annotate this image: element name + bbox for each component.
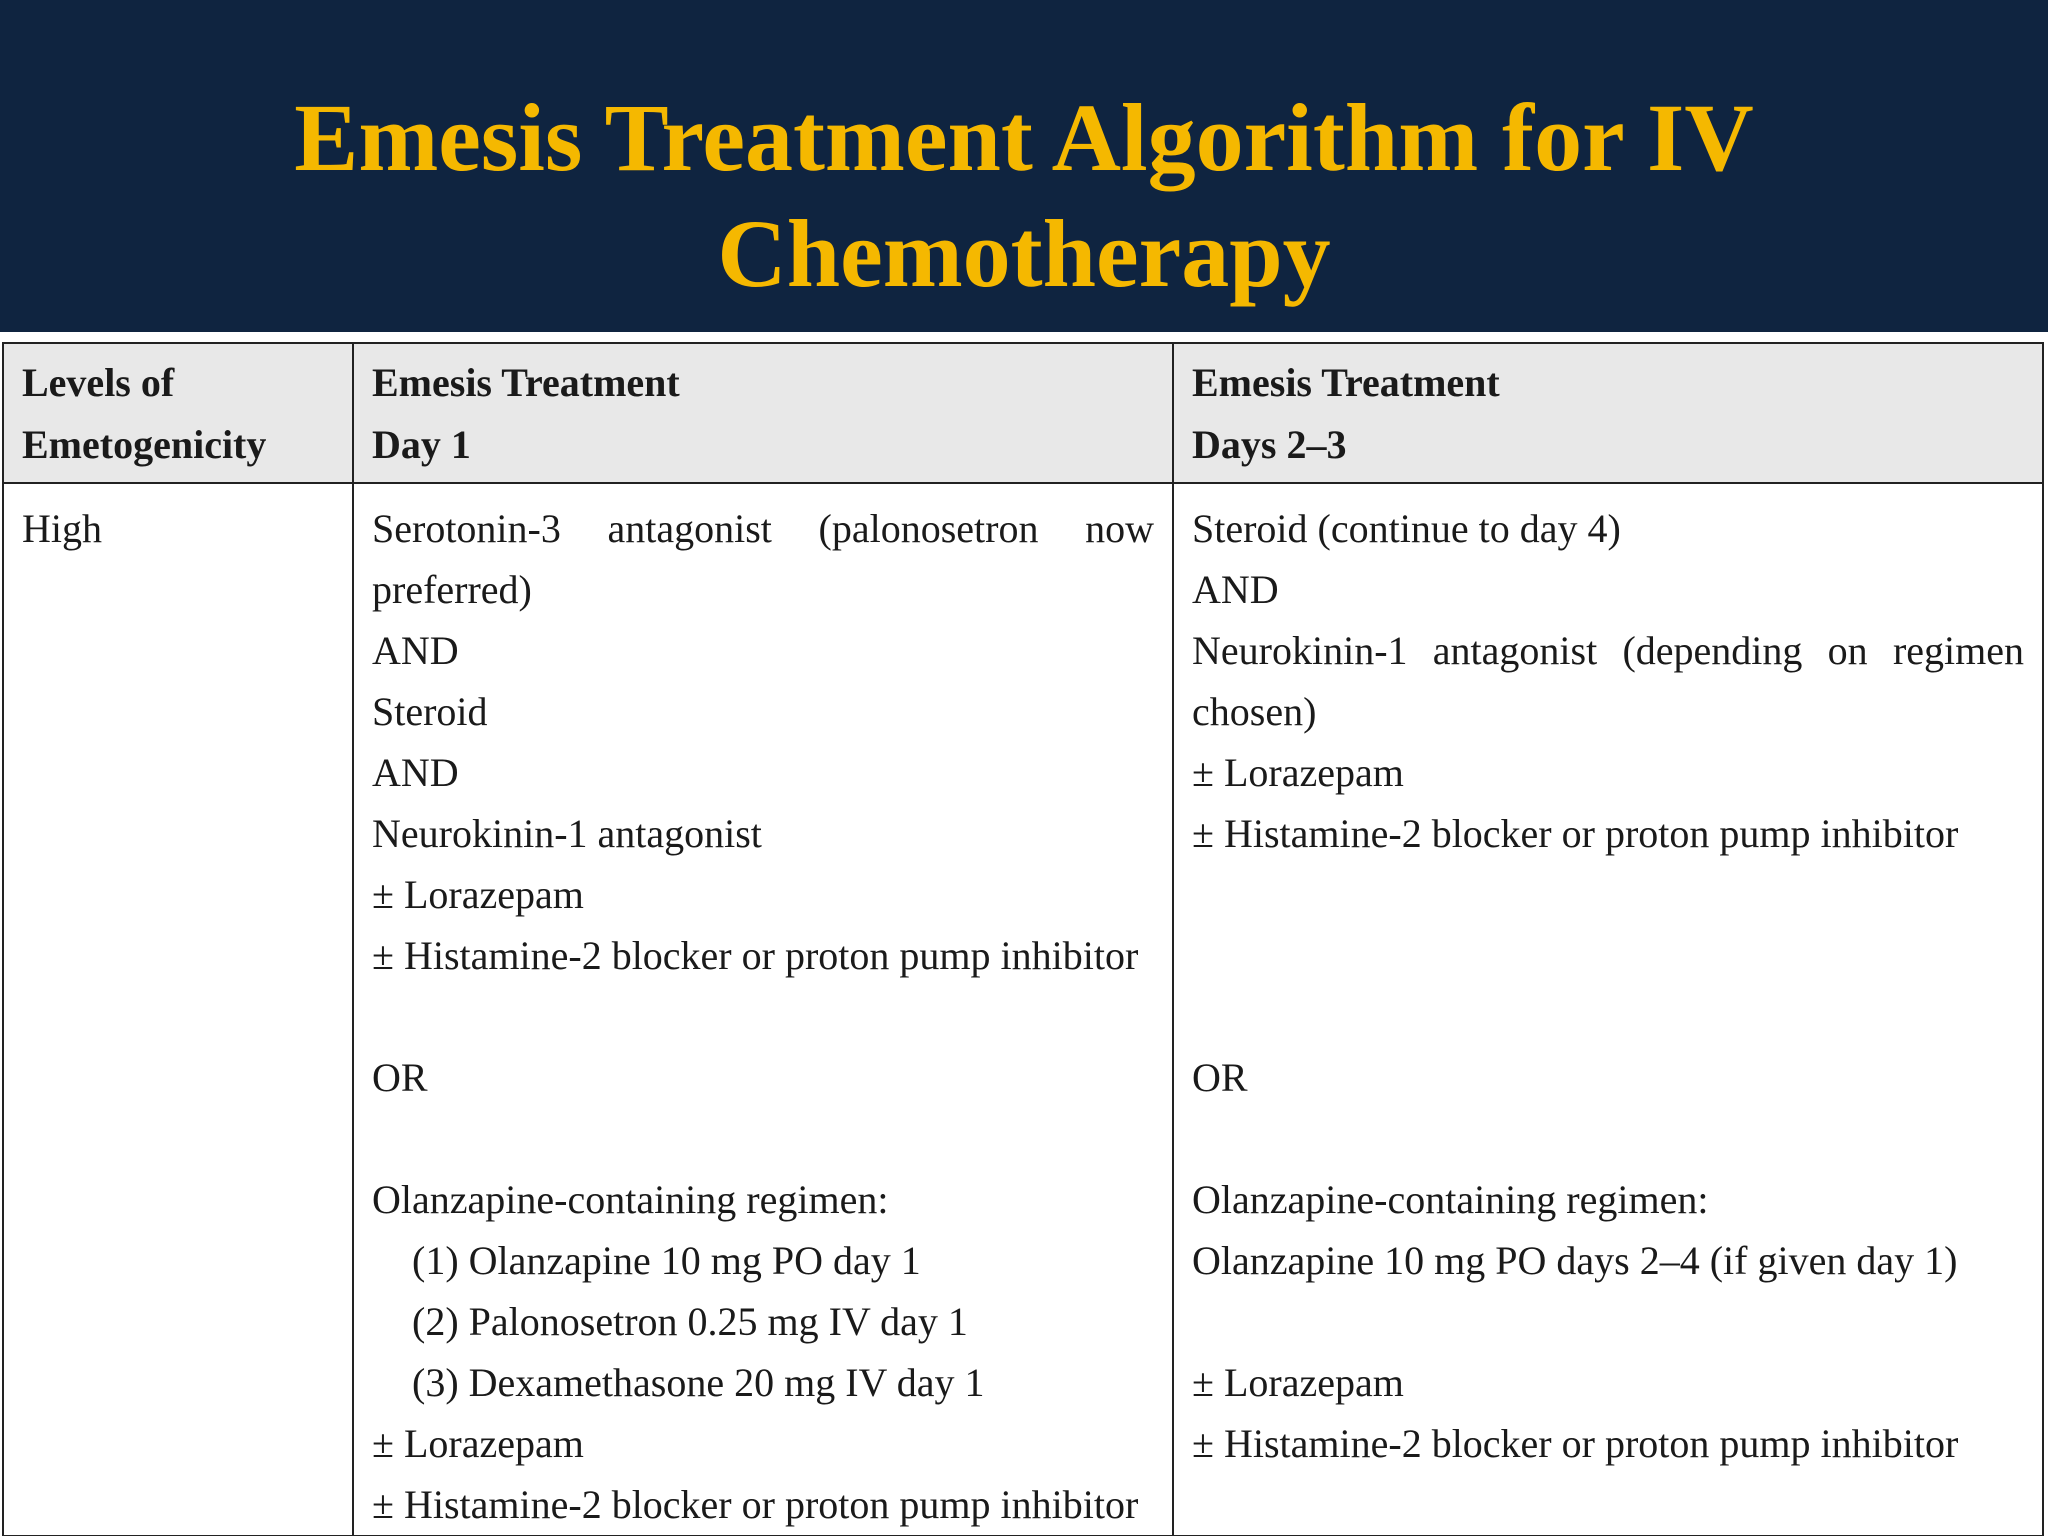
title-banner	[0, 0, 2048, 332]
spacer	[1192, 1108, 2024, 1169]
day1-olanzapine-heading: Olanzapine-containing regimen:	[372, 1177, 889, 1222]
days23-h2-blocker-1: ± Histamine-2 blocker or proton pump inhibitor	[1192, 811, 1959, 856]
day1-olanzapine-item-2: (2) Palonosetron 0.25 mg IV day 1	[412, 1299, 968, 1344]
emesis-treatment-table	[2, 342, 2044, 1536]
days23-lorazepam-1: ± Lorazepam	[1192, 750, 1404, 795]
days23-or: OR	[1192, 1055, 1248, 1100]
day1-olanzapine-item-1: (1) Olanzapine 10 mg PO day 1	[412, 1238, 921, 1283]
spacer	[1192, 1291, 2024, 1352]
slide-title-line-2: Chemotherapy	[717, 200, 1331, 307]
spacer	[1192, 864, 2024, 925]
level-cell	[3, 483, 353, 1536]
day1-lorazepam-2: ± Lorazepam	[372, 1421, 584, 1466]
day1-nk1: Neurokinin-1 antagonist	[372, 811, 762, 856]
day1-lorazepam-1: ± Lorazepam	[372, 872, 584, 917]
header-treatment-day-1: Emesis Treatment Day 1	[353, 343, 1173, 483]
day1-cell	[353, 483, 1173, 1536]
days23-olanzapine-heading: Olanzapine-containing regimen:	[1192, 1177, 1709, 1222]
day1-or: OR	[372, 1055, 428, 1100]
spacer	[1192, 925, 2024, 986]
table-header-row	[3, 343, 2043, 483]
slide-title	[0, 80, 2048, 312]
level-label: High	[22, 506, 102, 551]
day1-serotonin: Serotonin-3 antagonist (palonosetron now preferred)	[372, 506, 1154, 612]
day1-and-2: AND	[372, 750, 459, 795]
days23-olanzapine-dose: Olanzapine 10 mg PO days 2–4 (if given day 1)	[1192, 1238, 1958, 1283]
header-treatment-days-2-3: Emesis Treatment Days 2–3	[1173, 343, 2043, 483]
days23-lorazepam-2: ± Lorazepam	[1192, 1360, 1404, 1405]
days23-and-1: AND	[1192, 567, 1279, 612]
spacer	[372, 986, 1154, 1047]
spacer	[1192, 986, 2024, 1047]
spacer	[372, 1108, 1154, 1169]
days23-h2-blocker-2: ± Histamine-2 blocker or proton pump inhibitor	[1192, 1421, 1959, 1466]
day1-h2-blocker-2: ± Histamine-2 blocker or proton pump inhibitor	[372, 1482, 1139, 1527]
day1-and-1: AND	[372, 628, 459, 673]
days23-nk1: Neurokinin-1 antagonist (depending on regimen chosen)	[1192, 628, 2024, 734]
slide-title-line-1: Emesis Treatment Algorithm for IV	[294, 84, 1754, 191]
days23-steroid: Steroid (continue to day 4)	[1192, 506, 1621, 551]
day1-steroid: Steroid	[372, 689, 488, 734]
day1-olanzapine-item-3: (3) Dexamethasone 20 mg IV day 1	[412, 1360, 985, 1405]
days23-cell	[1173, 483, 2043, 1536]
header-levels-of-emetogenicity: Levels of Emetogenicity	[3, 343, 353, 483]
table-row	[3, 483, 2043, 1536]
day1-h2-blocker-1: ± Histamine-2 blocker or proton pump inhibitor	[372, 933, 1139, 978]
